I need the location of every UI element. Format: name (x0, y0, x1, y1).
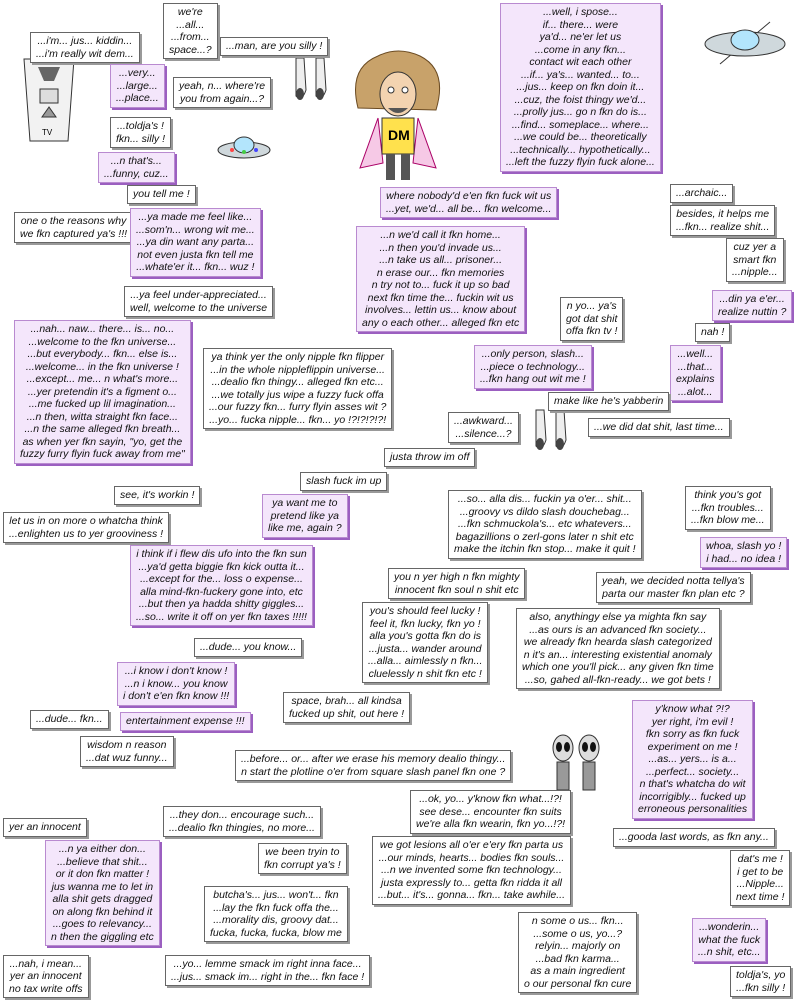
bubble-line: ...believe that shit... (57, 855, 148, 868)
bubble-line: n try not to... fuck it up so bad (371, 279, 510, 291)
bubble-line: any o each other... alleged fkn etc (362, 316, 520, 329)
bubble-line: ...fkn silly ! (736, 981, 786, 994)
bubble-line: pretend like ya (270, 509, 339, 522)
bubble-line: ...i'm... jus... kiddin... (37, 35, 133, 47)
bubble-line: ...ya made me feel like... (138, 211, 253, 223)
bubble-line: ...ya'd getta biggie fkn kick outta it... (138, 560, 305, 573)
speech-bubble (670, 205, 775, 236)
bubble-line: ...but... it's... gonna... fkn... take awhile... (378, 889, 566, 901)
bubble-line: ...n we invented some fkn technology... (381, 864, 562, 876)
bubble-line: ...dealio fkn thingies, no more... (169, 821, 315, 834)
bubble-line: involves... lettin us... know about (365, 304, 517, 316)
big-ufo-icon (700, 14, 790, 74)
speech-bubble (262, 494, 348, 538)
bubble-line: ...as ours is an advanced fkn society... (529, 623, 707, 636)
bubble-line: one o the reasons why (20, 215, 127, 227)
bubble-line: ...welcome to the fkn universe... (28, 335, 177, 348)
bubble-line: ...in the whole nippleflippin universe... (210, 363, 385, 376)
bubble-line: next fkn time the... fuckin wit us (367, 291, 514, 304)
bubble-line: next time ! (736, 890, 785, 903)
bubble-line: ...n i know... you know (124, 677, 228, 690)
bubble-line: fuzzy furry flyin fuck away from me" (20, 448, 185, 460)
two-aliens-drawing (548, 734, 604, 794)
bubble-line: like me, again ? (268, 522, 342, 534)
bubble-line: ...only person, slash... (481, 348, 584, 360)
bubble-line: see dese... encounter fkn suits (419, 805, 562, 818)
bubble-line: contact wit each other (529, 56, 632, 68)
bubble-line: realize nuttin ? (718, 305, 787, 318)
speech-bubble (384, 448, 475, 467)
speech-bubble (712, 290, 792, 321)
bubble-line: ...so... alla dis... fuckin ya o'er... shit... (457, 493, 632, 505)
bubble-line: entertainment expense !!! (126, 715, 245, 727)
bubble-line: ...n then, witta straight fkn face... (26, 410, 178, 423)
bubble-line: ...som'n... wrong wit me... (136, 223, 255, 236)
speech-bubble (110, 64, 165, 108)
speech-bubble (560, 297, 623, 341)
bubble-line: butcha's... jus... won't... fkn (213, 889, 339, 901)
bubble-line: ya think yer the only nipple fkn flipper (211, 351, 385, 363)
speech-bubble (117, 662, 235, 706)
speech-bubble (372, 836, 571, 905)
speech-bubble (670, 184, 733, 203)
bubble-line: toldja's, yo (736, 969, 786, 981)
bubble-line: ...our fuzzy fkn... furry flyin asses wit ? (209, 401, 387, 413)
speech-bubble (692, 918, 766, 962)
bubble-line: jus wanna me to let in (51, 880, 154, 893)
speech-bubble (500, 3, 661, 172)
bubble-line: as when yer fkn sayin, "yo, get the (22, 435, 183, 448)
bubble-line: ...n ya either don... (58, 843, 146, 855)
bubble-line: ...n we'd call it fkn home... (380, 229, 501, 241)
bubble-line: parta our master fkn plan etc ? (602, 587, 745, 600)
bubble-line: ...groovy vs dildo slash douchebag... (459, 505, 630, 518)
bubble-line: ...i'm really wit dem... (36, 47, 134, 60)
bubble-line: ...dat wuz funny... (86, 751, 168, 764)
bubble-line: what the fuck (698, 933, 761, 946)
bubble-line: yeah, n... where're (179, 80, 266, 92)
speech-bubble (204, 886, 348, 942)
bubble-line: ...except... me... n what's more... (26, 373, 179, 385)
speech-bubble (356, 226, 525, 332)
bubble-line: we're (177, 6, 203, 18)
speech-bubble (362, 602, 488, 683)
speech-bubble (3, 818, 87, 837)
bubble-line: ...enlighten us to yer grooviness ! (9, 527, 164, 540)
bubble-line: ...before... or... after we erase his memory dealio thingy... (241, 753, 506, 765)
bubble-line: ...man, are you silly ! (226, 40, 323, 52)
bubble-line: i get to be (737, 865, 784, 878)
bubble-line: ...so, gahed all-fkn-ready... we got bets ! (524, 673, 711, 686)
speech-bubble (410, 790, 571, 834)
bubble-line: ...our minds, hearts... bodies fkn souls... (378, 851, 565, 864)
bubble-line: ...bad fkn karma... (535, 952, 620, 965)
bubble-line: ...justa... wander around (368, 642, 482, 655)
bubble-line: got dat shit (566, 312, 618, 325)
bubble-line: ...i know i don't know ! (124, 665, 228, 677)
speech-bubble (300, 472, 387, 491)
bubble-line: alla you's gotta fkn do is (369, 630, 482, 642)
bubble-line: ...so... write it off on yer fkn taxes !!!!! (136, 610, 307, 623)
speech-bubble (45, 840, 160, 946)
bubble-line: fucked up shit, out here ! (289, 707, 404, 720)
bubble-line: we got lesions all o'er e'ery fkn parta us (379, 839, 564, 851)
bubble-line: which one you'll pick... any given fkn time (522, 661, 714, 673)
bubble-line: justa expressly to... getta fkn ridda it all (381, 876, 562, 889)
bubble-line: ...place... (116, 92, 159, 104)
bubble-line: not even justa fkn tell me (137, 248, 254, 261)
speech-bubble (163, 3, 218, 59)
bubble-line: ...fkn hang out wit me ! (480, 373, 586, 385)
alien-feet-middle (528, 408, 578, 458)
svg-text:TV: TV (42, 128, 53, 137)
speech-bubble (388, 568, 525, 599)
bubble-line: ...some o us, yo...? (533, 927, 623, 940)
bubble-line: ...wonderin... (699, 921, 760, 933)
bubble-line: see, it's workin ! (120, 489, 195, 501)
speech-bubble (98, 152, 175, 183)
bubble-line: o our personal fkn cure (524, 977, 632, 990)
bubble-line: n some o us... fkn... (531, 915, 624, 927)
bubble-line: dat's me ! (737, 853, 783, 865)
bubble-line: let us in on more o whatcha think (9, 515, 163, 527)
bubble-line: ...we totally jus wipe a fuzzy fuck offa (211, 388, 384, 401)
bubble-line: fkn sorry as fkn fuck (645, 728, 740, 740)
bubble-line: ...well... (677, 348, 714, 360)
bubble-line: ...we could be... theoretically (514, 131, 647, 143)
bubble-line: innocent fkn soul n shit etc (394, 583, 519, 596)
bubble-line: think you's got (694, 489, 762, 501)
bubble-line: ...fkn schmuckola's... etc whatevers... (457, 518, 632, 530)
bubble-line: feel it, fkn lucky, fkn yo ! (369, 617, 481, 630)
speech-bubble (165, 955, 370, 986)
bubble-line: you n yer high n fkn mighty (394, 571, 520, 583)
bubble-line: ya want me to (272, 497, 338, 509)
bubble-line: y'know what ?!? (655, 703, 730, 715)
bubble-line: we fkn captured ya's !!! (20, 227, 128, 240)
bubble-line: ...whate'er it... fkn... wuz ! (136, 261, 255, 273)
bubble-line: ...ya feel under-appreciated... (130, 289, 267, 301)
bubble-line: alla mind-fkn-fuckery gone into, etc (140, 585, 303, 598)
bubble-line: make the itchin fkn stop... make it quit ! (454, 543, 636, 555)
alien-feet-top (290, 56, 335, 108)
bubble-line: we already fkn hearda slash categorized (523, 636, 712, 648)
speech-bubble (194, 638, 302, 657)
bubble-line: ...yo... fucka nipple... fkn... yo !?!?!?!?! (209, 413, 387, 426)
bubble-line: n that's whatcha do wit (639, 778, 746, 790)
speech-bubble (726, 238, 784, 282)
speech-bubble (588, 418, 730, 437)
bubble-line: ...nipple... (732, 266, 778, 278)
bubble-line: erroneous personalities (638, 803, 748, 815)
bubble-line: ...we did dat shit, last time... (594, 421, 724, 433)
bubble-line: ...fkn troubles... (691, 501, 764, 514)
bubble-line: ...from... (171, 31, 210, 43)
speech-bubble (548, 392, 669, 411)
bubble-line: justa throw im off (390, 451, 470, 463)
bubble-line: i think if i flew dis ufo into the fkn sun (136, 548, 307, 560)
speech-bubble (30, 710, 109, 729)
bubble-line: ...awkward... (454, 415, 513, 427)
speech-bubble (3, 955, 89, 999)
bubble-line: ...technically... hypothetically... (510, 143, 651, 156)
speech-bubble (173, 77, 271, 108)
bubble-line: or it don fkn matter ! (55, 868, 150, 880)
bubble-line: ...yer pretendin it's a figment o... (27, 385, 177, 398)
bubble-line: experiment on me ! (647, 740, 738, 753)
speech-bubble (283, 692, 410, 723)
bubble-line: ...funny, cuz... (104, 167, 169, 180)
bubble-line: space, brah... all kindsa (291, 695, 402, 707)
speech-bubble (632, 700, 753, 819)
bubble-line: explains (676, 373, 715, 385)
bubble-line: ...nah, i mean... (9, 957, 82, 970)
bubble-line: ...cuz, the foist thingy we'd... (514, 93, 647, 106)
bubble-line: ...ok, yo... y'know fkn what...!?! (419, 793, 562, 805)
bubble-line: ...morality dis, groovy dat... (213, 914, 339, 926)
speech-bubble (110, 117, 171, 148)
speech-bubble (448, 490, 642, 559)
bubble-line: i had... no idea ! (706, 552, 782, 565)
bubble-line: ...me fucked up lil imagination... (28, 398, 176, 410)
speech-bubble (203, 348, 392, 429)
bubble-line: space...? (169, 43, 212, 56)
bubble-line: ...but then ya hadda shitty giggles... (138, 598, 305, 610)
bubble-line: ...n then you'd invade us... (379, 241, 502, 254)
bubble-line: ...yet, we'd... all be... fkn welcome... (386, 202, 552, 215)
bubble-line: cluelessly n shit fkn etc ! (368, 667, 482, 680)
speech-bubble (613, 828, 775, 847)
bubble-line: fucka, fucka, fucka, blow me (210, 926, 342, 939)
bubble-line: whoa, slash yo ! (706, 540, 782, 552)
bubble-line: we been tryin to (265, 846, 340, 858)
bubble-line: n start the plotline o'er from square slash panel fkn one ? (241, 765, 506, 778)
bubble-line: yer an innocent (9, 970, 82, 982)
svg-text:DM: DM (388, 127, 410, 143)
bubble-line: ...dude... you know... (200, 641, 297, 653)
bubble-line: ...all... (176, 18, 205, 31)
speech-bubble (163, 806, 321, 837)
speech-bubble (30, 32, 140, 63)
bubble-line: ...yo... lemme smack im right inna face... (173, 958, 362, 970)
speech-bubble (114, 486, 200, 505)
bubble-line: n yo... ya's (566, 300, 617, 312)
bubble-line: also, anythingy else ya mighta fkn say (529, 611, 707, 623)
speech-bubble (3, 512, 169, 543)
bubble-line: ...goes to relevancy... (52, 918, 152, 930)
speech-bubble (695, 323, 730, 342)
bubble-line: n then the giggling etc (51, 930, 154, 943)
bubble-line: yeah, we decided notta tellya's (602, 575, 745, 587)
bubble-line: ...left the fuzzy flyin fuck alone... (506, 156, 655, 168)
bubble-line: well, welcome to the universe (130, 301, 268, 314)
speech-bubble (700, 537, 787, 568)
bubble-line: incorrigibly... fucked up (639, 790, 746, 803)
bubble-line: ...jus... keep on fkn doin it... (516, 81, 645, 93)
speech-bubble (130, 208, 261, 277)
bubble-line: ...n take us all... prisoner... (379, 254, 502, 266)
bubble-line: ...find... someplace... where... (511, 118, 649, 131)
bubble-line: ...but everybody... fkn... else is... (27, 348, 178, 360)
bubble-line: ...come in any fkn... (534, 43, 626, 56)
speech-bubble (258, 843, 347, 874)
bubble-line: you's should feel lucky ! (369, 605, 481, 617)
bubble-line: ...prolly jus... go n fkn do is... (513, 106, 647, 118)
speech-bubble (474, 345, 592, 389)
speech-bubble (235, 750, 511, 781)
speech-bubble (14, 320, 191, 464)
bubble-line: n erase our... fkn memories (376, 266, 505, 279)
speech-bubble (127, 185, 196, 204)
bubble-line: n it's an... interesting existential anomaly (523, 648, 712, 661)
bubble-line: besides, it helps me (676, 208, 770, 220)
bubble-line: relyin... majorly on (535, 940, 621, 952)
bubble-line: no tax write offs (9, 982, 83, 995)
bubble-line: ...well, i spose... (543, 6, 618, 18)
bubble-line: slash fuck im up (306, 475, 382, 487)
bubble-line: ...very... (119, 67, 156, 79)
bubble-line: ...archaic... (676, 187, 728, 199)
bubble-line: if... there... were (542, 18, 619, 31)
small-ufo-icon (214, 130, 274, 170)
bubble-line: ...silence...? (455, 427, 512, 440)
bubble-line: cuz yer a (733, 241, 777, 253)
bubble-line: on along fkn behind it (52, 905, 153, 918)
bubble-line: fkn corrupt ya's ! (264, 858, 341, 871)
speech-bubble (670, 345, 721, 401)
speech-bubble (80, 736, 174, 767)
bubble-line: you tell me ! (133, 188, 190, 200)
bubble-line: we're alla fkn wearin, fkn yo...!?! (416, 818, 566, 830)
bubble-line: ...n that's... (110, 155, 162, 167)
speech-bubble (120, 712, 251, 731)
bubble-line: ...alla... aimlessly n fkn... (368, 655, 483, 667)
bubble-line: ...ya din want any parta... (136, 236, 255, 248)
bubble-line: ya'd... ne'er let us (539, 31, 622, 43)
bubble-line: ...gooda last words, as fkn any... (619, 831, 769, 843)
speech-bubble (518, 912, 637, 993)
speech-bubble (730, 850, 790, 906)
bubble-line: ...lay the fkn fuck offa the... (213, 901, 339, 914)
bubble-line: as a main ingredient (530, 965, 625, 977)
bubble-line: yer right, i'm evil ! (651, 715, 734, 728)
bubble-line: ...nah... naw... there... is... no... (30, 323, 175, 335)
speech-bubble (730, 966, 791, 997)
bubble-line: ...Nipple... (736, 878, 784, 890)
bubble-line: offa fkn tv ! (566, 325, 618, 337)
bubble-line: ...fkn... realize shit... (676, 220, 770, 233)
speech-bubble (516, 608, 720, 689)
bubble-line: ...dealio fkn thingy... alleged fkn etc... (211, 376, 384, 388)
bubble-line: fkn... silly ! (116, 132, 166, 145)
bubble-line: smart fkn (733, 253, 777, 266)
speech-bubble (130, 545, 313, 626)
bubble-line: yer an innocent (9, 821, 81, 833)
bubble-line: ...fkn blow me... (691, 514, 765, 526)
hairy-guy-drawing (348, 48, 448, 188)
bubble-line: ...dude... fkn... (36, 713, 103, 725)
speech-bubble (448, 412, 519, 443)
speech-bubble (124, 286, 273, 317)
bubble-line: ...that... (677, 360, 713, 373)
bubble-line: ...large... (116, 79, 158, 92)
bubble-line: make like he's yabberin (554, 395, 664, 407)
bubble-line: ...din ya e'er... (719, 293, 785, 305)
bubble-line: ...as... yers... is a... (648, 753, 737, 765)
bubble-line: ...piece o technology... (480, 360, 585, 373)
bubble-line: ...alot... (678, 385, 713, 398)
bubble-line: ...jus... smack im... right in the... fkn face ! (171, 970, 365, 983)
speech-bubble (685, 486, 771, 530)
speech-bubble (596, 572, 751, 603)
robot-drawing (18, 55, 80, 145)
bubble-line: ...perfect... society... (645, 765, 740, 778)
speech-bubble (220, 37, 328, 56)
bubble-line: nah ! (701, 326, 725, 338)
bubble-line: ...n the same alleged fkn breath... (24, 423, 181, 435)
bubble-line: ...they don... encourage such... (169, 809, 315, 821)
bubble-line: wisdom n reason (87, 739, 167, 751)
bubble-line: ...toldja's ! (117, 120, 164, 132)
bubble-line: where nobody'd e'en fkn fuck wit us (386, 190, 552, 202)
bubble-line: bagazillions o zerl-gons later n shit etc (455, 530, 634, 543)
bubble-line: ...if... ya's... wanted... to... (521, 68, 640, 81)
bubble-line: ...n shit, etc... (698, 946, 761, 958)
bubble-line: ...except for the... loss o expense... (140, 573, 303, 585)
bubble-line: alla shit gets dragged (52, 893, 153, 905)
speech-bubble (380, 187, 557, 218)
bubble-line: ...welcome... in the fkn universe ! (25, 360, 179, 373)
bubble-line: i don't e'en fkn know !!! (123, 690, 230, 702)
bubble-line: you from again...? (180, 92, 265, 105)
speech-bubble (14, 212, 133, 243)
